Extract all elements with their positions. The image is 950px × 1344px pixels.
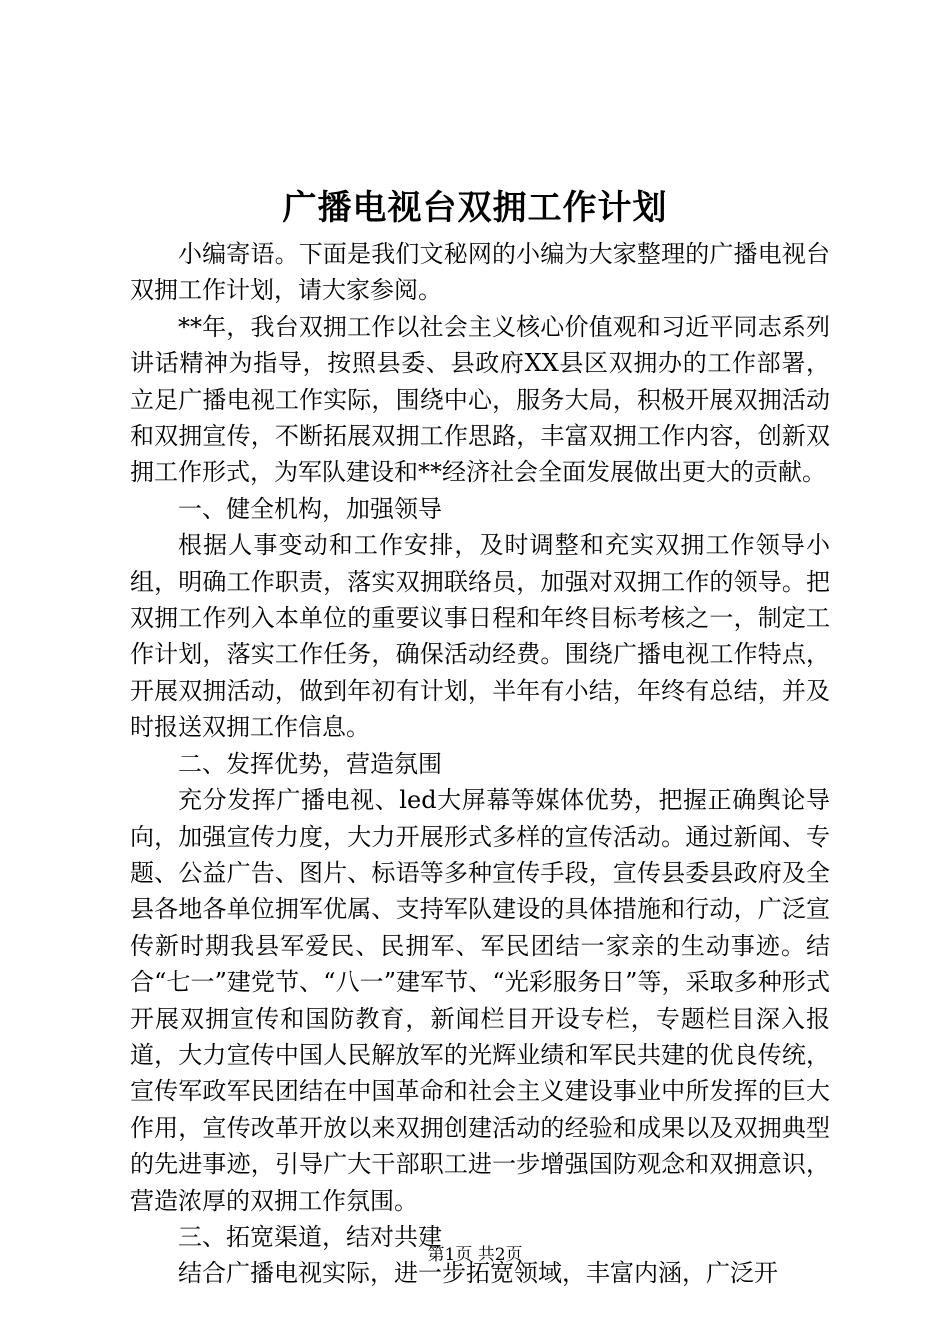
paragraph-section-1: 根据人事变动和工作安排，及时调整和充实双拥工作领导小组，明确工作职责，落实双拥联络员，加强对双拥工作的领导。把双拥工作列入本单位的重要议事日程和年终目标考核之一，制定工作计划，落实工作任务，确保活动经费。围绕广播电视工作特点，开展双拥活动，做到年初有计划，半年有小结，年终有总结，并及时报送双拥工作信息。 (130, 531, 830, 742)
section-heading-2: 二、发挥优势，营造氛围 (178, 749, 442, 778)
paragraph-overview: **年，我台双拥工作以社会主义核心价值观和习近平同志系列讲话精神为指导，按照县委、县政府XX县区双拥办的工作部署，立足广播电视工作实际，围绕中心，服务大局，积极开展双拥活动和双拥宣传，不断拓展双拥工作思路，丰富双拥工作内容，创新双拥工作形式，为军队建设和**经济社会全面发展做出更大的贡献。 (130, 312, 830, 487)
paragraph-section-3: 结合广播电视实际，进一步拓宽领域，丰富内涵，广泛开 (178, 1259, 778, 1288)
section-heading-1: 一、健全机构，加强领导 (178, 494, 442, 523)
paragraph-section-2: 充分发挥广播电视、led大屏幕等媒体优势，把握正确舆论导向，加强宣传力度，大力开展形式多样的宣传活动。通过新闻、专题、公益广告、图片、标语等多种宣传手段，宣传县委县政府及全县各地各单位拥军优属、支持军队建设的具体措施和行动，广泛宣传新时期我县军爱民、民拥军、军民团结一家亲的生动事迹。结合“七一”建党节、“八一”建军节、“光彩服务日”等，采取多种形式开展双拥宣传和国防教育，新闻栏目开设专栏，专题栏目深入报道，大力宣传中国人民解放军的光辉业绩和军民共建的优良传统，宣传军政军民团结在中国革命和社会主义建设事业中所发挥的巨大作用，宣传改革开放以来双拥创建活动的经验和成果以及双拥典型的先进事迹，引导广大干部职工进一步增强国防观念和双拥意识，营造浓厚的双拥工作氛围。 (130, 786, 830, 1215)
section-heading-3: 三、拓宽渠道，结对共建 (178, 1222, 442, 1251)
paragraph-intro: 小编寄语。下面是我们文秘网的小编为大家整理的广播电视台双拥工作计划，请大家参阅。 (130, 240, 830, 305)
page-number-footer: 第1页 共2页 (427, 1245, 523, 1265)
document-body (130, 236, 830, 1292)
page-title: 广播电视台双拥工作计划 (282, 188, 668, 228)
